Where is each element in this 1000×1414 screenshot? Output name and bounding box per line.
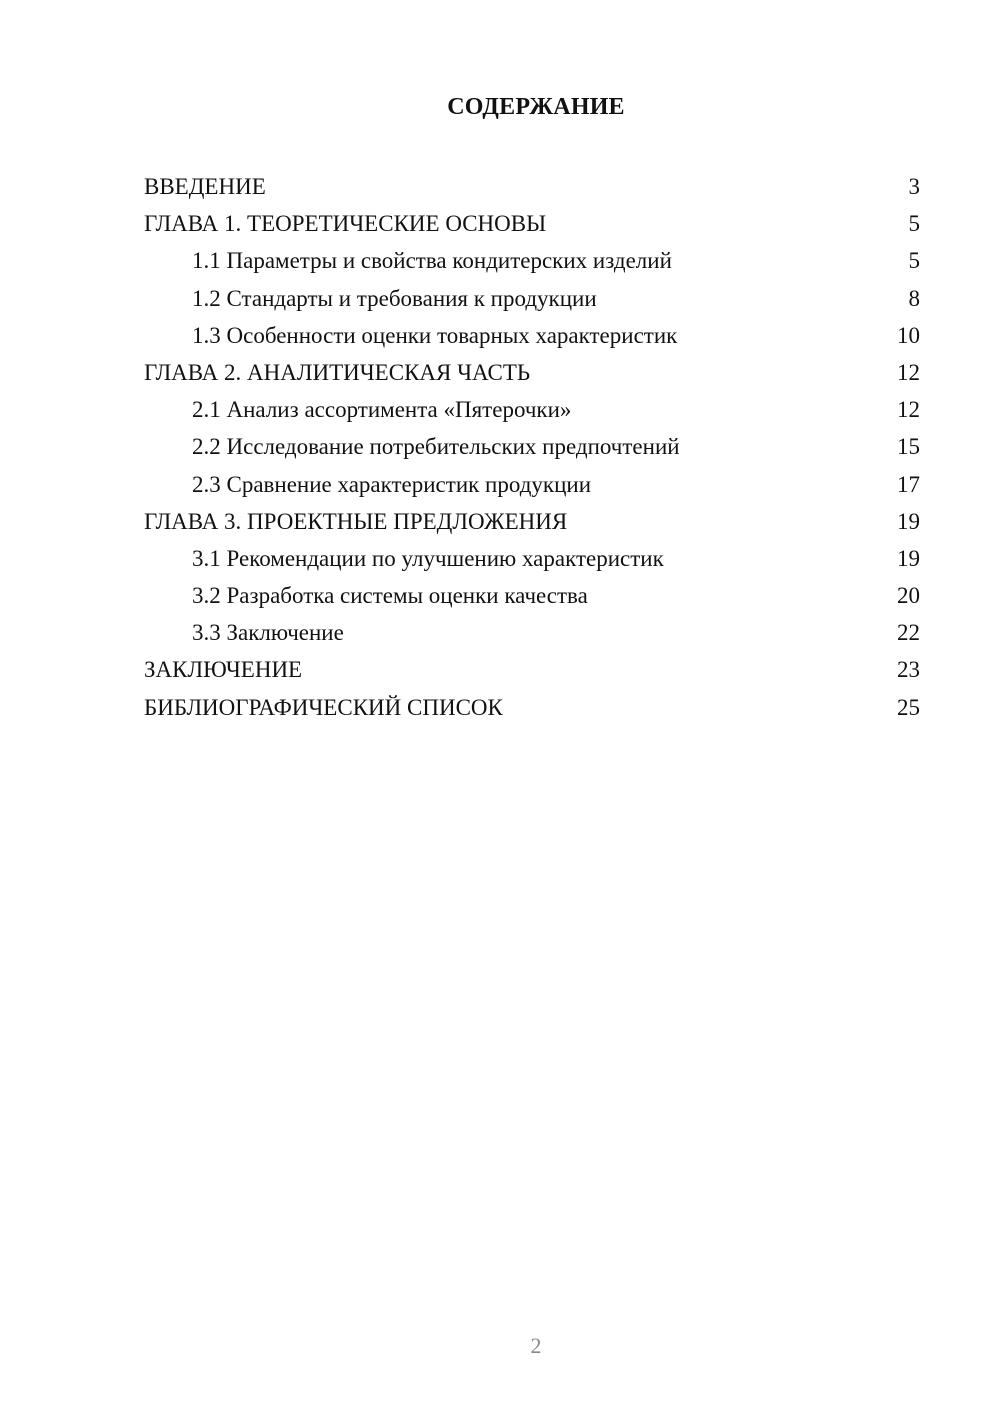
toc-entry-page: 12: [897, 397, 920, 423]
toc-entry-label: ВВЕДЕНИЕ: [144, 174, 266, 199]
toc-entry-label: БИБЛИОГРАФИЧЕСКИЙ СПИСОК: [144, 694, 503, 720]
toc-entry-section-1-2: [144, 280, 920, 317]
toc-entry-section-2-3: [144, 466, 920, 503]
toc-entry-label: 1.2 Стандарты и требования к продукции: [192, 285, 597, 311]
toc-entry-chapter-2: [144, 354, 920, 391]
toc-entry-label: ГЛАВА 2. АНАЛИТИЧЕСКАЯ ЧАСТЬ: [144, 359, 531, 385]
toc-entry-page: 12: [897, 359, 920, 385]
toc-entry-label: 1.3 Особенности оценки товарных характеристик: [192, 322, 678, 348]
toc-entry-chapter-3: [144, 503, 920, 540]
toc-entry-introduction: [144, 168, 920, 205]
toc-entry-page: 8: [908, 285, 920, 311]
toc-entry-page: 19: [897, 508, 920, 534]
toc-entry-bibliography: [144, 689, 920, 726]
toc-entry-label: 3.3 Заключение: [192, 620, 344, 646]
toc-heading: СОДЕРЖАНИЕ: [447, 94, 625, 120]
toc-entry-page: 3: [908, 174, 920, 199]
toc-entry-page: 20: [897, 583, 920, 609]
toc-entry-section-2-1: [144, 391, 920, 428]
toc-entry-page: 22: [897, 620, 920, 646]
toc-entry-section-2-2: [144, 428, 920, 465]
toc-entry-label: 2.3 Сравнение характеристик продукции: [192, 471, 591, 497]
toc-entry-page: 19: [897, 545, 920, 571]
toc-entry-page: 5: [908, 211, 920, 237]
toc-entry-section-1-3: [144, 317, 920, 354]
toc-entry-section-3-3: [144, 614, 920, 651]
toc-entry-section-3-1: [144, 540, 920, 577]
toc-entry-page: 17: [897, 471, 920, 497]
toc-entry-label: 3.2 Разработка системы оценки качества: [192, 583, 588, 609]
toc-entry-conclusion: [144, 651, 920, 688]
page-number: 2: [530, 1333, 542, 1358]
toc-entry-chapter-1: [144, 205, 920, 242]
table-of-contents: [144, 168, 920, 726]
toc-entry-section-3-2: [144, 577, 920, 614]
toc-entry-page: 15: [897, 434, 920, 460]
toc-entry-label: 2.2 Исследование потребительских предпочтений: [192, 434, 680, 460]
toc-entry-section-1-1: [144, 242, 920, 279]
toc-entry-label: ГЛАВА 1. ТЕОРЕТИЧЕСКИЕ ОСНОВЫ: [144, 211, 547, 237]
toc-entry-page: 10: [897, 322, 920, 348]
toc-entry-label: 2.1 Анализ ассортимента «Пятерочки»: [192, 397, 572, 423]
toc-entry-page: 25: [897, 694, 920, 720]
toc-entry-label: 3.1 Рекомендации по улучшению характеристик: [192, 545, 664, 571]
toc-entry-page: 23: [897, 657, 920, 683]
toc-entry-label: ЗАКЛЮЧЕНИЕ: [144, 657, 303, 683]
toc-entry-label: ГЛАВА 3. ПРОЕКТНЫЕ ПРЕДЛОЖЕНИЯ: [144, 508, 568, 534]
toc-entry-label: 1.1 Параметры и свойства кондитерских изделий: [192, 248, 672, 274]
toc-entry-page: 5: [908, 248, 920, 274]
